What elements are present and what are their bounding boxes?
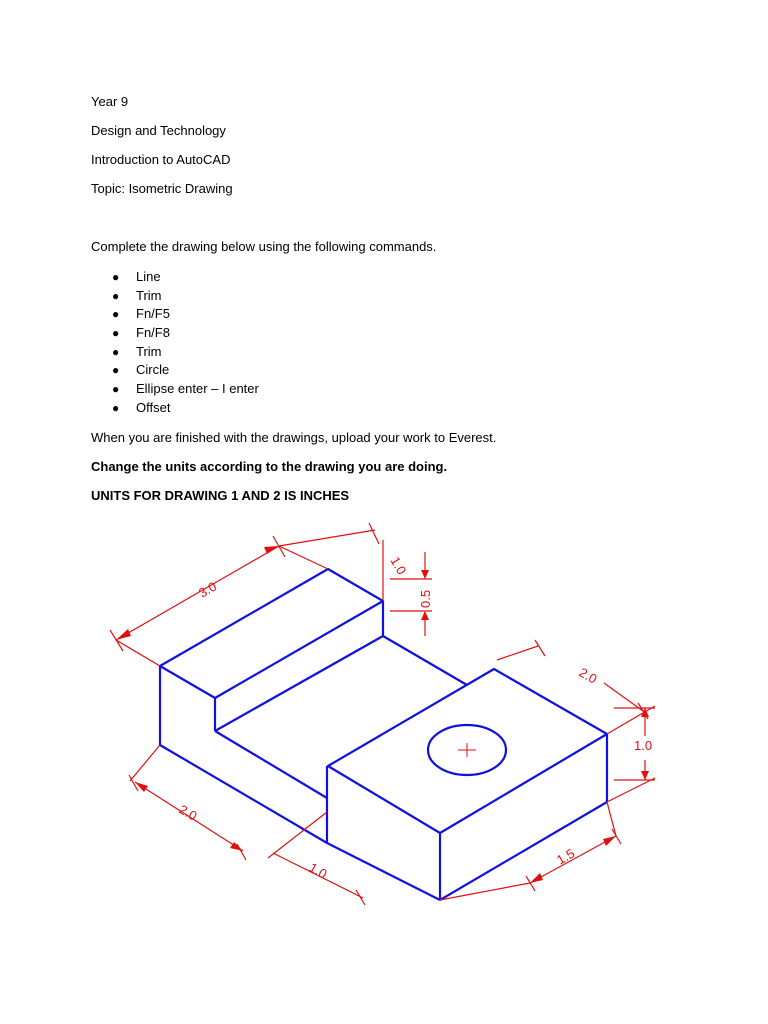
list-item: ● Trim <box>91 287 259 306</box>
dim-label-slot-width: 1.0 <box>387 554 410 578</box>
bullet-icon: ● <box>112 400 120 415</box>
command-list <box>91 268 259 418</box>
list-item: ● Ellipse enter – I enter <box>91 380 259 399</box>
dim-label-overall-height: 1.0 <box>634 738 653 753</box>
dim-label-step-height: 0.5 <box>418 589 433 608</box>
units-note: Change the units according to the drawing you are doing. <box>91 459 448 474</box>
object-outline <box>160 569 607 900</box>
center-mark <box>458 743 476 757</box>
isometric-drawing <box>0 520 768 920</box>
bullet-icon: ● <box>112 344 120 359</box>
dim-label-length-top: 3.0 <box>196 578 220 601</box>
units-heading: UNITS FOR DRAWING 1 AND 2 IS INCHES <box>91 488 350 503</box>
subject-label: Design and Technology <box>91 123 226 138</box>
dim-label-right-depth: 2.0 <box>576 664 600 687</box>
bullet-icon: ● <box>112 363 120 378</box>
dim-label-right-width: 1.5 <box>554 845 578 868</box>
dim-label-bottom-width: 1.0 <box>306 859 330 882</box>
bullet-icon: ● <box>112 288 120 303</box>
topic-label: Topic: Isometric Drawing <box>91 181 233 196</box>
bullet-icon: ● <box>112 326 120 341</box>
list-item: ● Trim <box>91 343 259 362</box>
list-item: ● Circle <box>91 361 259 380</box>
list-item: ● Fn/F5 <box>91 305 259 324</box>
dim-label-left-depth: 2.0 <box>176 801 200 824</box>
course-title: Introduction to AutoCAD <box>91 152 231 167</box>
list-item: ● Line <box>91 268 259 287</box>
intro-text: Complete the drawing below using the following commands. <box>91 239 437 254</box>
bullet-icon: ● <box>112 382 120 397</box>
list-item: ● Offset <box>91 399 259 418</box>
bullet-icon: ● <box>112 270 120 284</box>
finish-text: When you are finished with the drawings, upload your work to Everest. <box>91 430 497 445</box>
list-item: ● Fn/F8 <box>91 324 259 343</box>
year-label: Year 9 <box>91 94 129 109</box>
bullet-icon: ● <box>112 307 120 322</box>
